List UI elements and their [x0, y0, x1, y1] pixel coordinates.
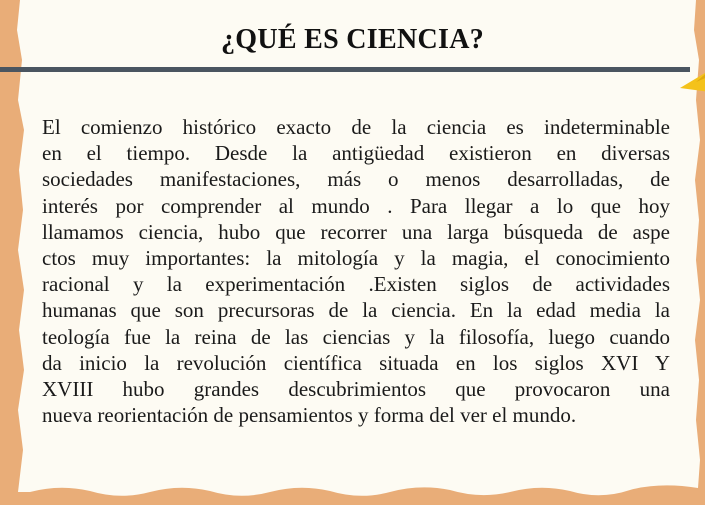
paragraph-line: sociedades manifestaciones, más o menos desarrolladas, de [42, 167, 670, 192]
body-paragraph [42, 114, 670, 428]
slide-title: ¿QUÉ ES CIENCIA? [220, 24, 485, 55]
paragraph-line: en el tiempo. Desde la antigüedad existieron en diversas [42, 141, 670, 166]
paragraph-line: da inicio la revolución científica situada en los siglos XVI Y [42, 350, 670, 375]
paragraph-line: teología fue la reina de las ciencias y la filosofía, luego cuando [42, 324, 670, 349]
paragraph-line: XVIII hubo grandes descubrimientos que provocaron una [42, 377, 670, 402]
paragraph-line: llamamos ciencia, hubo que recorrer una larga búsqueda de aspe [42, 219, 670, 244]
paragraph-line: nueva reorientación de pensamientos y forma del ver el mundo. [42, 403, 577, 428]
paragraph-line: racional y la experimentación .Existen siglos de actividades [42, 272, 670, 297]
paragraph-line: interés por comprender al mundo . Para llegar a lo que hoy [42, 193, 670, 218]
paragraph-line: ctos muy importantes: la mitología y la magia, el conocimiento [42, 246, 670, 271]
paragraph-line: El comienzo histórico exacto de la ciencia es indeterminable [42, 115, 670, 139]
paragraph-line: humanas que son precursoras de la ciencia. En la edad media la [42, 298, 670, 323]
title-divider [0, 67, 690, 72]
pencil-icon [680, 70, 705, 92]
